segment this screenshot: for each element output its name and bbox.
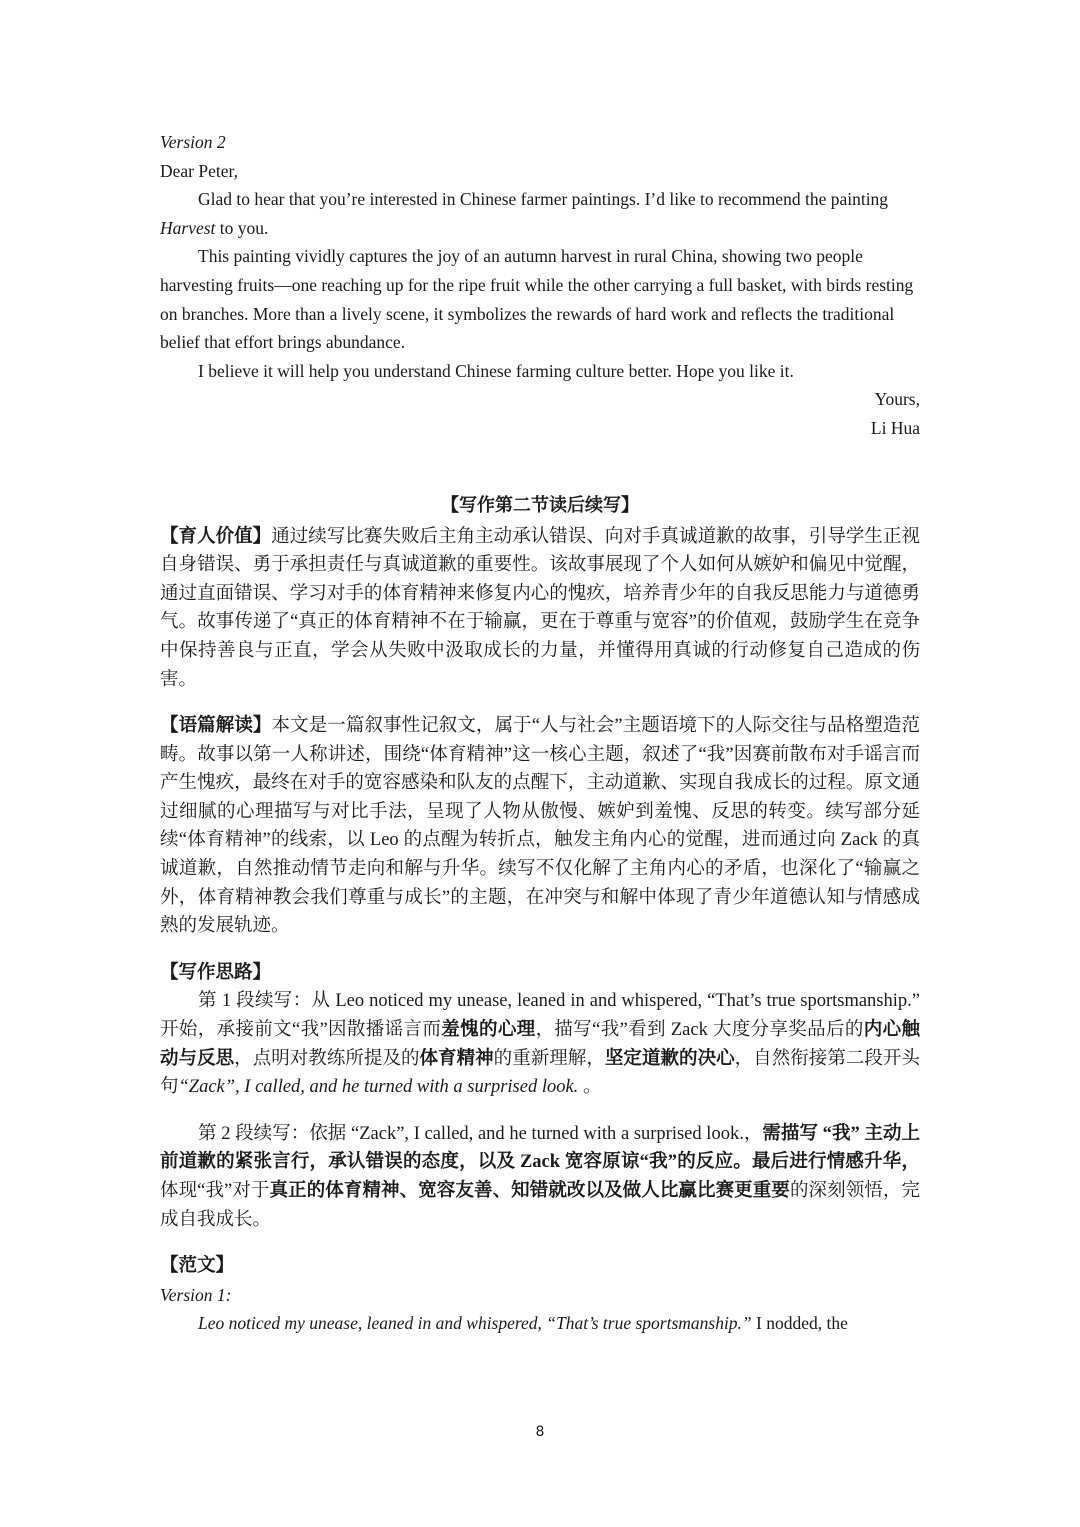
letter-version: Version 2 [160,132,226,152]
page-number: 8 [535,1424,545,1440]
p1-italic-quote: “Zack”, I called, and he turned with a surprised look. [178,1077,579,1098]
yuren-label: 【育人价值】 [160,526,272,547]
fanwen-label: 【范文】 [160,1256,235,1277]
p1-bold-2: 内心触动与反思 [160,1020,920,1069]
yupian-text: 本文是一篇叙事性记叙文，属于“人与社会”主题语境下的人际交往与品格塑造范畴。故事以第一人称讲述，围绕“体育精神”这一核心主题，叙述了“我”因赛前散布对手谣言而产生愧疚，最终在对手的宽容感染和队友的点醒下，主动道歉、实现自我成长的过程。原文通过细腻的心理描写与对比手法，呈现了人物从傲慢、嫉妒到羞愧、反思的转变。续写部分延续“体育精神”的线索，以 Leo 的点醒为转折点，触发主角内心的觉醒，进而通过向 Zack 的真诚道歉，自然推动情节走向和解与升华。续写不仅化解了主角内心的矛盾，也深化了“输赢之外，体育精神教会我们尊重与成长”的主题，在冲突与和解中体现了青少年道德认知与情感成熟的发展轨迹。 [160,716,920,937]
version-1-first-line [160,1309,920,1338]
letter-paragraph-2: This painting vividly captures the joy of an autumn harvest in rural China, showing two people harvesting fruits—one reaching up for the ripe fruit while the other carrying a full basket, with birds resting on branches. More than a lively scene, it symbolizes the rewards of hard work and reflects the traditional belief that effort brings abundance. [160,246,914,353]
v1-normal-text: I nodded, the [751,1313,848,1334]
p1-text-d: ，点明对教练所提及的 [234,1048,420,1069]
letter-paragraph-3: I believe it will help you understand Chinese farming culture better. Hope you like it. [198,360,794,381]
painting-title: Harvest [160,217,216,238]
letter-salutation: Dear Peter, [160,160,239,181]
letter [160,128,920,443]
letter-paragraph-1 [160,185,920,242]
letter-p1-text-b: to you. [215,217,269,238]
v1-italic-text: Leo noticed my unease, leaned in and whispered, “That’s true sportsmanship.” [198,1313,752,1334]
version-1-label: Version 1: [160,1284,232,1305]
letter-p1-text-a: Glad to hear that you’re interested in Chinese farmer paintings. I’d like to recommend the painting [198,189,889,210]
p1-text-c: ，描写“我”看到 Zack 大度分享奖品后的 [535,1020,864,1041]
p1-text-h: 。 [578,1077,602,1098]
yupian-paragraph [160,712,920,941]
p2-text-d: 的深刻领悟，完成自我成长。 [160,1181,920,1230]
p1-bold-3: 体育精神 [419,1048,494,1069]
p1-bold-4: 坚定道歉的决心 [604,1048,735,1069]
silu-label: 【写作思路】 [160,962,272,983]
p2-bold-1: 需描写 “我” 主动上前道歉的紧张言行，承认错误的态度，以及 Zack 宽容原谅“我”的反应。最后进行情感升华， [160,1123,920,1173]
p1-bold-1: 羞愧的心理 [441,1020,536,1041]
silu-paragraph-2 [160,1120,920,1234]
yuren-paragraph [160,523,920,695]
letter-signature: Li Hua [870,417,920,438]
section-title: 【写作第二节读后续写】 [441,494,639,515]
p1-text-e: 的重新理解， [493,1048,605,1069]
silu-paragraph-1 [160,987,920,1101]
yupian-label: 【语篇解读】 [160,716,272,737]
p2-bold-2: 真正的体育精神、宽容友善、知错就改以及做人比赢比赛更重要 [269,1181,790,1201]
p1-text-a: 第 1 段续写：从 Leo noticed my unease, leaned in and whispered, “That’s true sportsmanship.” 开始，承接前文“我”因散播谣言而 [160,991,920,1041]
p2-text-c: 体现“我”对于 [160,1181,270,1201]
yuren-text: 通过续写比赛失败后主角主动承认错误、向对手真诚道歉的故事，引导学生正视自身错误、勇于承担责任与真诚道歉的重要性。该故事展现了个人如何从嫉妒和偏见中觉醒，通过直面错误、学习对手的体育精神来修复内心的愧疚，培养青少年的自我反思能力与道德勇气。故事传递了“真正的体育精神不在于输赢，更在于尊重与宽容”的价值观，鼓励学生在竞争中保持善良与正直，学会从失败中汲取成长的力量，并懂得用真诚的行动修复自己造成的伤害。 [160,526,920,690]
p1-text-f: ，自然衔接第二段开头句 [160,1048,920,1098]
letter-closing: Yours, [874,389,920,410]
p2-text-a: 第 2 段续写：依据 “Zack”, I called, and he turned with a surprised look.， [198,1123,763,1144]
